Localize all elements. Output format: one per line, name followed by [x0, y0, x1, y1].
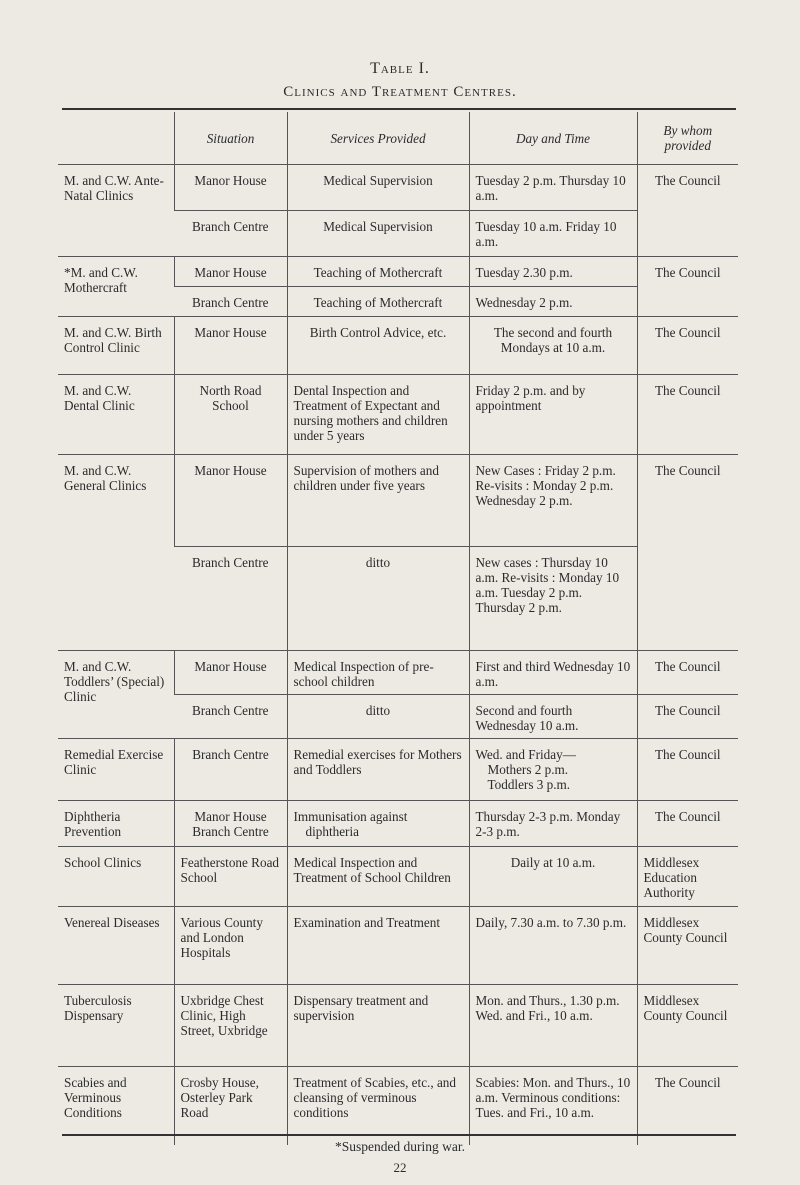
table-row — [58, 907, 738, 985]
clinic-name: School Clinics — [58, 847, 174, 907]
clinics-table — [58, 112, 738, 1145]
clinic-name: M. and C.W. Birth Control Clinic — [58, 317, 174, 375]
provider-cell: Middlesex Education Authority — [637, 847, 738, 907]
day-time-cell: Daily, 7.30 a.m. to 7.30 p.m. — [469, 907, 637, 985]
day-time-cell: New cases : Thursday 10 a.m. Re-visits : Monday 10 a.m. Tuesday 2 p.m. Thursday 2 p.m. — [469, 547, 637, 651]
page-number: 22 — [393, 1160, 407, 1175]
table-row — [58, 651, 738, 695]
situation-cell: Branch Centre — [174, 211, 287, 257]
clinic-name: Remedial Exercise Clinic — [58, 739, 174, 801]
provider-cell: The Council — [637, 317, 738, 375]
header-situation: Situation — [174, 112, 287, 165]
top-rule — [62, 108, 736, 110]
clinic-name: *M. and C.W. Mothercraft — [58, 257, 174, 317]
day-time-cell: New Cases : Friday 2 p.m. Re-visits : Monday 2 p.m. Wednesday 2 p.m. — [469, 455, 637, 547]
day-time-cell: Mon. and Thurs., 1.30 p.m. Wed. and Fri., 10 a.m. — [469, 985, 637, 1067]
day-time-cell: Tuesday 2.30 p.m. — [469, 257, 637, 287]
table-row — [58, 375, 738, 455]
table-row — [58, 317, 738, 375]
situation-cell: Branch Centre — [174, 287, 287, 317]
day-time-cell: Thursday 2-3 p.m. Monday 2-3 p.m. — [469, 801, 637, 847]
services-cell: Dental Inspection and Treatment of Expectant and nursing mothers and children under 5 years — [287, 375, 469, 455]
clinic-name: Venereal Diseases — [58, 907, 174, 985]
day-time-cell: Second and fourth Wednesday 10 a.m. — [469, 695, 637, 739]
situation-cell: Manor House — [174, 317, 287, 375]
clinic-name: M. and C.W. Dental Clinic — [58, 375, 174, 455]
provider-cell: The Council — [637, 165, 738, 257]
clinic-name: M. and C.W. General Clinics — [58, 455, 174, 651]
header-row — [58, 112, 738, 165]
situation-cell: Featherstone Road School — [174, 847, 287, 907]
situation-cell: Uxbridge Chest Clinic, High Street, Uxbridge — [174, 985, 287, 1067]
day-time-line: Toddlers 3 p.m. — [487, 777, 571, 792]
footnote: *Suspended during war. — [334, 1139, 466, 1154]
situation-cell: Branch Centre — [174, 547, 287, 651]
services-cell: Medical Supervision — [287, 165, 469, 211]
clinic-name: M. and C.W. Toddlers’ (Special) Clinic — [58, 651, 174, 739]
day-time-cell: Friday 2 p.m. and by appointment — [469, 375, 637, 455]
header-clinic — [58, 112, 174, 165]
table-subtitle: Clinics and Treatment Centres. — [283, 84, 517, 100]
situation-cell: Crosby House, Osterley Park Road — [174, 1067, 287, 1145]
table-row — [58, 801, 738, 847]
provider-cell: The Council — [637, 801, 738, 847]
situation-cell: Manor House — [174, 651, 287, 695]
services-line: diphtheria — [305, 824, 359, 839]
table-row — [58, 847, 738, 907]
clinic-name: M. and C.W. Ante-Natal Clinics — [58, 165, 174, 257]
provider-cell: The Council — [637, 695, 738, 739]
provider-cell: The Council — [637, 455, 738, 651]
services-cell — [287, 801, 469, 847]
provider-cell: The Council — [637, 257, 738, 317]
day-time-cell: Scabies: Mon. and Thurs., 10 a.m. Verminous conditions: Tues. and Fri., 10 a.m. — [469, 1067, 637, 1145]
table-row — [58, 165, 738, 211]
provider-cell: The Council — [637, 375, 738, 455]
table-row — [58, 257, 738, 287]
table-row — [58, 985, 738, 1067]
table-row — [58, 739, 738, 801]
services-cell: Supervision of mothers and children under five years — [287, 455, 469, 547]
header-provider: By whom provided — [637, 112, 738, 165]
services-cell: Dispensary treatment and supervision — [287, 985, 469, 1067]
situation-cell: Manor House — [174, 165, 287, 211]
services-cell: Teaching of Mothercraft — [287, 257, 469, 287]
day-time-cell: Daily at 10 a.m. — [469, 847, 637, 907]
day-time-cell — [469, 739, 637, 801]
header-day-time: Day and Time — [469, 112, 637, 165]
day-time-line: Wed. and Friday— — [475, 747, 576, 762]
provider-cell: Middlesex County Council — [637, 907, 738, 985]
services-cell: Remedial exercises for Mothers and Toddlers — [287, 739, 469, 801]
day-time-cell: Tuesday 2 p.m. Thursday 10 a.m. — [469, 165, 637, 211]
header-services: Services Provided — [287, 112, 469, 165]
day-time-cell: The second and fourth Mondays at 10 a.m. — [469, 317, 637, 375]
clinic-name: Tuberculosis Dispensary — [58, 985, 174, 1067]
day-time-cell: Tuesday 10 a.m. Friday 10 a.m. — [469, 211, 637, 257]
services-cell: ditto — [287, 547, 469, 651]
day-time-line: Mothers 2 p.m. — [487, 762, 569, 777]
table-title: Table I. — [370, 60, 430, 77]
day-time-cell: Wednesday 2 p.m. — [469, 287, 637, 317]
situation-cell: Manor House Branch Centre — [174, 801, 287, 847]
provider-cell: The Council — [637, 651, 738, 695]
services-cell: Birth Control Advice, etc. — [287, 317, 469, 375]
table-row — [58, 1067, 738, 1145]
situation-cell: Manor House — [174, 257, 287, 287]
services-cell: Medical Supervision — [287, 211, 469, 257]
clinic-name: Diphtheria Prevention — [58, 801, 174, 847]
provider-cell: Middlesex County Council — [637, 985, 738, 1067]
services-line: Immunisation against — [293, 809, 408, 824]
table-row — [58, 455, 738, 547]
provider-cell: The Council — [637, 739, 738, 801]
situation-cell: Branch Centre — [174, 739, 287, 801]
situation-cell: Manor House — [174, 455, 287, 547]
day-time-cell: First and third Wednesday 10 a.m. — [469, 651, 637, 695]
services-cell: Treatment of Scabies, etc., and cleansing of verminous conditions — [287, 1067, 469, 1145]
services-cell: ditto — [287, 695, 469, 739]
services-cell: Medical Inspection and Treatment of School Children — [287, 847, 469, 907]
services-cell: Teaching of Mothercraft — [287, 287, 469, 317]
clinic-name: Scabies and Verminous Conditions — [58, 1067, 174, 1145]
services-cell: Examination and Treatment — [287, 907, 469, 985]
situation-cell: North Road School — [174, 375, 287, 455]
provider-cell: The Council — [637, 1067, 738, 1145]
services-cell: Medical Inspection of pre-school children — [287, 651, 469, 695]
bottom-rule — [62, 1134, 736, 1136]
situation-cell: Various County and London Hospitals — [174, 907, 287, 985]
situation-cell: Branch Centre — [174, 695, 287, 739]
